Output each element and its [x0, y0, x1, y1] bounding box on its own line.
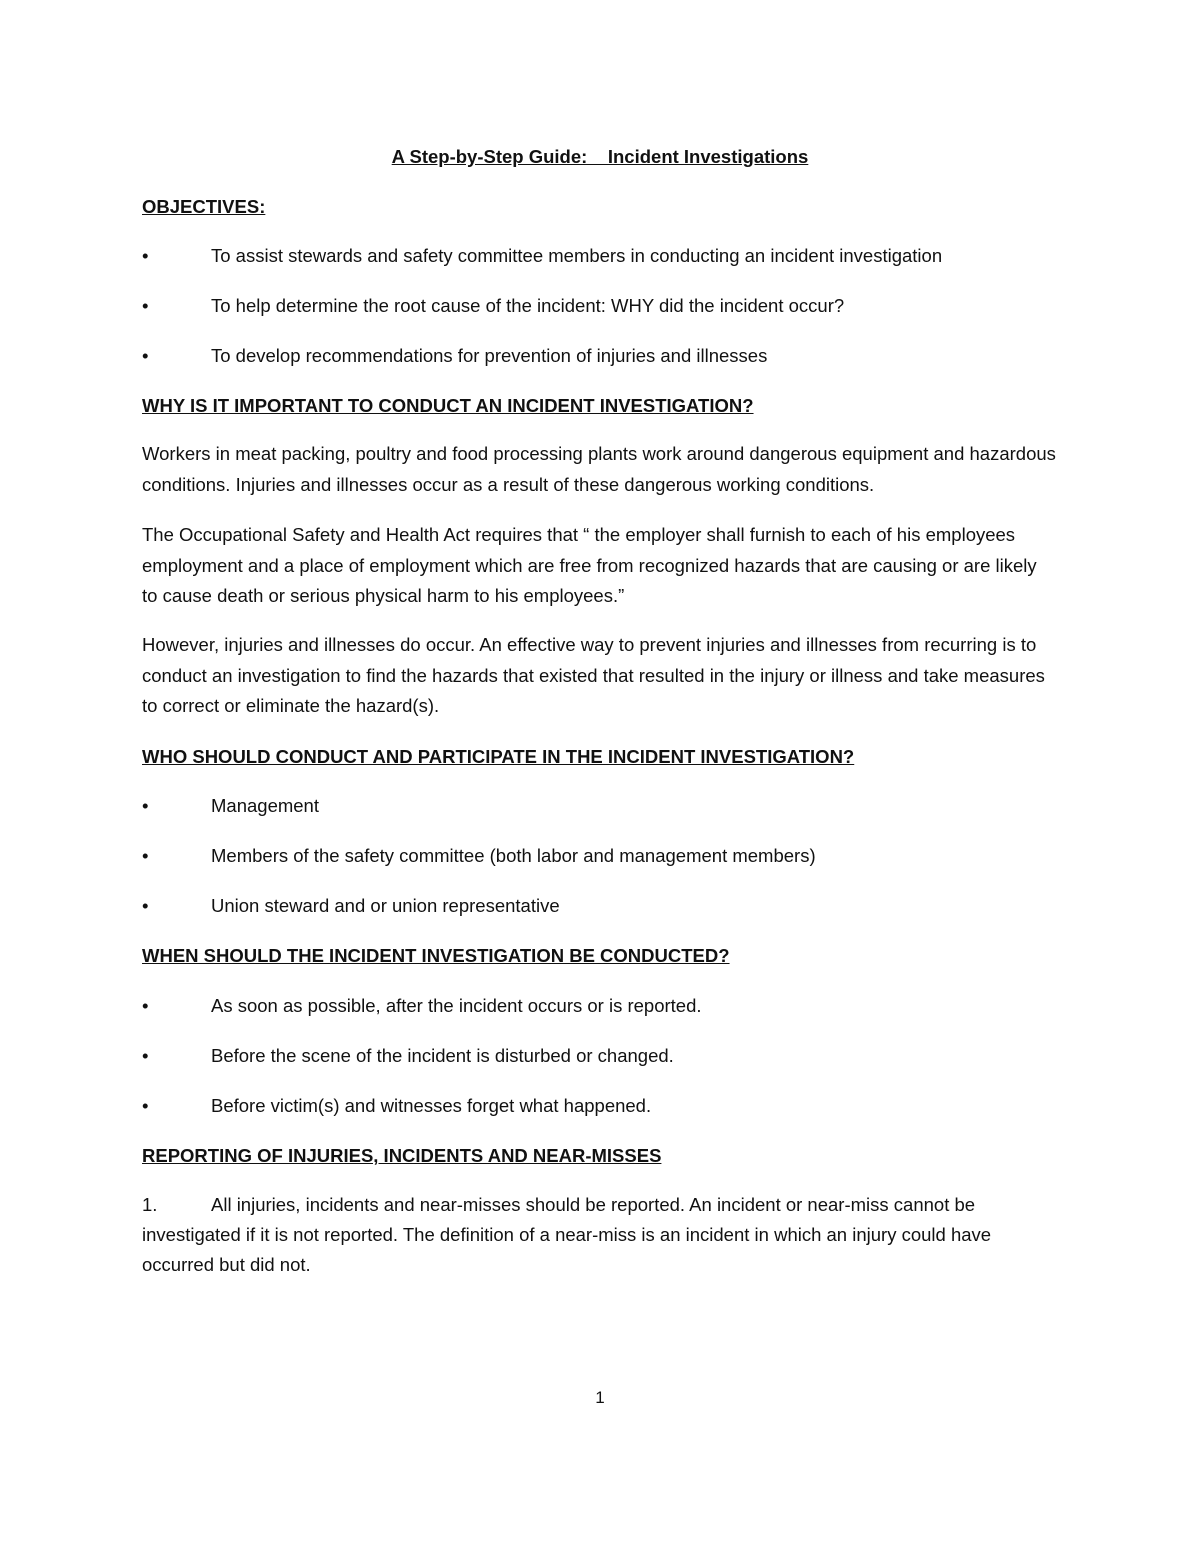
list-item-text: To develop recommendations for prevention of injuries and illnesses — [211, 345, 768, 366]
page-number: 1 — [595, 1388, 605, 1407]
list-item-text: As soon as possible, after the incident occurs or is reported. — [211, 995, 702, 1016]
objectives-heading: OBJECTIVES: — [142, 196, 266, 217]
reporting-heading: REPORTING OF INJURIES, INCIDENTS AND NEAR-MISSES — [142, 1145, 662, 1166]
list-item-text: To assist stewards and safety committee members in conducting an incident investigation — [211, 245, 943, 266]
list-item-text: Members of the safety committee (both labor and management members) — [211, 845, 816, 866]
document-title: A Step-by-Step Guide: Incident Investigations — [391, 146, 809, 167]
bullet-icon: • — [142, 1045, 149, 1066]
bullet-icon: • — [142, 995, 149, 1016]
why-heading: WHY IS IT IMPORTANT TO CONDUCT AN INCIDENT INVESTIGATION? — [142, 395, 754, 416]
list-item-text: Before victim(s) and witnesses forget what happened. — [211, 1095, 652, 1116]
who-heading: WHO SHOULD CONDUCT AND PARTICIPATE IN THE INCIDENT INVESTIGATION? — [142, 746, 855, 767]
bullet-icon: • — [142, 245, 149, 266]
why-paragraph-3: However, injuries and illnesses do occur. An effective way to prevent injuries and illnesses from recurring is to conduct an investigation to find the hazards that existed that resulted in the injury or illness and take measures to correct or eliminate the hazard(s). — [142, 634, 1045, 716]
list-item-text: To help determine the root cause of the incident: WHY did the incident occur? — [211, 295, 845, 316]
bullet-icon: • — [142, 1095, 149, 1116]
bullet-icon: • — [142, 795, 149, 816]
reporting-item-text: All injuries, incidents and near-misses should be reported. An incident or near-miss cannot be investigated if it is not reported. The definition of a near-miss is an incident in which an injury could have occurred but did not. — [142, 1194, 992, 1275]
why-paragraph-2: The Occupational Safety and Health Act requires that “ the employer shall furnish to each of his employees employment and a place of employment which are free from recognized hazards that are causing or are likely to cause death or serious physical harm to his employees.” — [142, 524, 1037, 606]
bullet-icon: • — [142, 895, 149, 916]
bullet-icon: • — [142, 295, 149, 316]
bullet-icon: • — [142, 345, 149, 366]
bullet-icon: • — [142, 845, 149, 866]
why-paragraph-1: Workers in meat packing, poultry and food processing plants work around dangerous equipment and hazardous conditions. Injuries and illnesses occur as a result of these dangerous working conditions. — [142, 443, 1056, 495]
list-item-text: Before the scene of the incident is disturbed or changed. — [211, 1045, 674, 1066]
list-item-text: Union steward and or union representative — [211, 895, 560, 916]
when-heading: WHEN SHOULD THE INCIDENT INVESTIGATION BE CONDUCTED? — [142, 945, 730, 966]
reporting-item-1 — [142, 1190, 1057, 1280]
list-item-text: Management — [211, 795, 319, 816]
list-number: 1. — [142, 1194, 158, 1215]
